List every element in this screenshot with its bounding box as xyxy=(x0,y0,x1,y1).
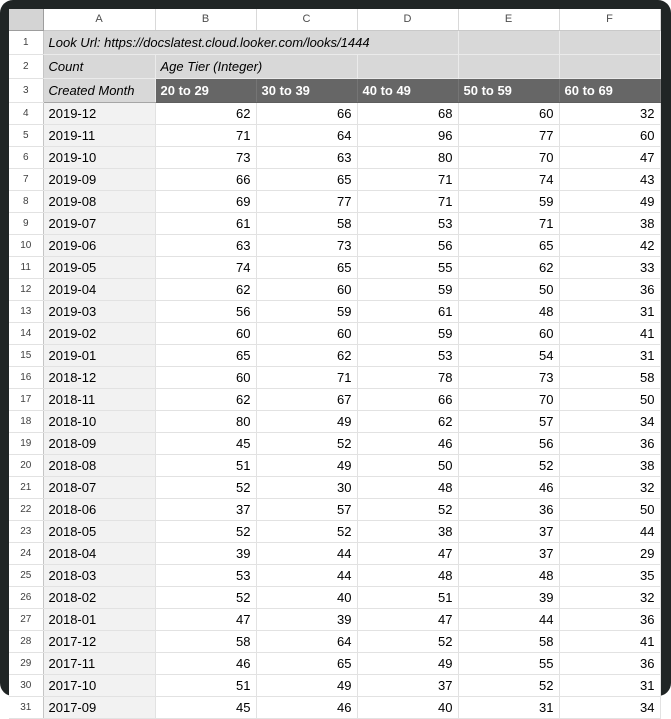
cell-E10[interactable]: 65 xyxy=(458,235,559,257)
cell-C30[interactable]: 49 xyxy=(256,675,357,697)
cell-C17[interactable]: 67 xyxy=(256,389,357,411)
cell-C28[interactable]: 64 xyxy=(256,631,357,653)
cell-B3-age-tier-20-29[interactable]: 20 to 29 xyxy=(155,79,256,103)
cell-A10-month[interactable]: 2019-06 xyxy=(43,235,155,257)
row-number-15[interactable]: 15 xyxy=(9,345,43,367)
cell-B13[interactable]: 56 xyxy=(155,301,256,323)
column-header-row xyxy=(9,9,660,31)
row-number-9[interactable]: 9 xyxy=(9,213,43,235)
cell-C5[interactable]: 64 xyxy=(256,125,357,147)
cell-B29[interactable]: 46 xyxy=(155,653,256,675)
cell-B16[interactable]: 60 xyxy=(155,367,256,389)
row-number-7[interactable]: 7 xyxy=(9,169,43,191)
cell-D21[interactable]: 48 xyxy=(357,477,458,499)
cell-A27-month[interactable]: 2018-01 xyxy=(43,609,155,631)
cell-D31[interactable]: 40 xyxy=(357,697,458,719)
cell-E5[interactable]: 77 xyxy=(458,125,559,147)
row-number-16[interactable]: 16 xyxy=(9,367,43,389)
table-row xyxy=(9,213,660,235)
cell-E31[interactable]: 31 xyxy=(458,697,559,719)
cell-E26[interactable]: 39 xyxy=(458,587,559,609)
row-number-21[interactable]: 21 xyxy=(9,477,43,499)
cell-F9[interactable]: 38 xyxy=(559,213,660,235)
cell-E7[interactable]: 74 xyxy=(458,169,559,191)
cell-A7-month[interactable]: 2019-09 xyxy=(43,169,155,191)
column-header-C[interactable]: C xyxy=(256,9,357,31)
row-number-14[interactable]: 14 xyxy=(9,323,43,345)
cell-D28[interactable]: 52 xyxy=(357,631,458,653)
cell-C15[interactable]: 62 xyxy=(256,345,357,367)
info-row xyxy=(9,31,660,55)
cell-D17[interactable]: 66 xyxy=(357,389,458,411)
table-row xyxy=(9,631,660,653)
cell-A14-month[interactable]: 2019-02 xyxy=(43,323,155,345)
table-row xyxy=(9,521,660,543)
cell-E2[interactable] xyxy=(458,55,559,79)
row-number-22[interactable]: 22 xyxy=(9,499,43,521)
cell-A5-month[interactable]: 2019-11 xyxy=(43,125,155,147)
cell-E23[interactable]: 37 xyxy=(458,521,559,543)
table-row xyxy=(9,125,660,147)
cell-F6[interactable]: 47 xyxy=(559,147,660,169)
cell-D9[interactable]: 53 xyxy=(357,213,458,235)
table-row xyxy=(9,499,660,521)
cell-A26-month[interactable]: 2018-02 xyxy=(43,587,155,609)
cell-F13[interactable]: 31 xyxy=(559,301,660,323)
cell-A17-month[interactable]: 2018-11 xyxy=(43,389,155,411)
cell-B18[interactable]: 80 xyxy=(155,411,256,433)
cell-D2[interactable] xyxy=(357,55,458,79)
row-number-25[interactable]: 25 xyxy=(9,565,43,587)
cell-F28[interactable]: 41 xyxy=(559,631,660,653)
cell-D30[interactable]: 37 xyxy=(357,675,458,697)
table-row xyxy=(9,257,660,279)
cell-B11[interactable]: 74 xyxy=(155,257,256,279)
cell-C31[interactable]: 46 xyxy=(256,697,357,719)
cell-B21[interactable]: 52 xyxy=(155,477,256,499)
cell-A19-month[interactable]: 2018-09 xyxy=(43,433,155,455)
cell-A25-month[interactable]: 2018-03 xyxy=(43,565,155,587)
cell-D14[interactable]: 59 xyxy=(357,323,458,345)
row-number-18[interactable]: 18 xyxy=(9,411,43,433)
cell-A8-month[interactable]: 2019-08 xyxy=(43,191,155,213)
cell-F15[interactable]: 31 xyxy=(559,345,660,367)
row-number-5[interactable]: 5 xyxy=(9,125,43,147)
cell-F29[interactable]: 36 xyxy=(559,653,660,675)
cell-F5[interactable]: 60 xyxy=(559,125,660,147)
cell-C7[interactable]: 65 xyxy=(256,169,357,191)
cell-D18[interactable]: 62 xyxy=(357,411,458,433)
cell-C20[interactable]: 49 xyxy=(256,455,357,477)
row-number-23[interactable]: 23 xyxy=(9,521,43,543)
cell-C11[interactable]: 65 xyxy=(256,257,357,279)
cell-E12[interactable]: 50 xyxy=(458,279,559,301)
cell-A16-month[interactable]: 2018-12 xyxy=(43,367,155,389)
cell-D22[interactable]: 52 xyxy=(357,499,458,521)
table-row xyxy=(9,301,660,323)
cell-E3-age-tier-50-59[interactable]: 50 to 59 xyxy=(458,79,559,103)
cell-D4[interactable]: 68 xyxy=(357,103,458,125)
row-number-6[interactable]: 6 xyxy=(9,147,43,169)
cell-A20-month[interactable]: 2018-08 xyxy=(43,455,155,477)
row-number-31[interactable]: 31 xyxy=(9,697,43,719)
cell-A21-month[interactable]: 2018-07 xyxy=(43,477,155,499)
cell-B19[interactable]: 45 xyxy=(155,433,256,455)
table-row xyxy=(9,191,660,213)
cell-F1[interactable] xyxy=(559,31,660,55)
table-row xyxy=(9,587,660,609)
column-header-A[interactable]: A xyxy=(43,9,155,31)
table-row xyxy=(9,411,660,433)
table-row xyxy=(9,389,660,411)
cell-C19[interactable]: 52 xyxy=(256,433,357,455)
cell-A24-month[interactable]: 2018-04 xyxy=(43,543,155,565)
cell-B23[interactable]: 52 xyxy=(155,521,256,543)
cell-E17[interactable]: 70 xyxy=(458,389,559,411)
cell-F7[interactable]: 43 xyxy=(559,169,660,191)
row-number-30[interactable]: 30 xyxy=(9,675,43,697)
cell-D13[interactable]: 61 xyxy=(357,301,458,323)
cell-E1[interactable] xyxy=(458,31,559,55)
cell-C18[interactable]: 49 xyxy=(256,411,357,433)
cell-E6[interactable]: 70 xyxy=(458,147,559,169)
cell-C25[interactable]: 44 xyxy=(256,565,357,587)
cell-C10[interactable]: 73 xyxy=(256,235,357,257)
row-number-1[interactable]: 1 xyxy=(9,31,43,55)
cell-B9[interactable]: 61 xyxy=(155,213,256,235)
cell-E28[interactable]: 58 xyxy=(458,631,559,653)
cell-E9[interactable]: 71 xyxy=(458,213,559,235)
cell-C8[interactable]: 77 xyxy=(256,191,357,213)
cell-B17[interactable]: 62 xyxy=(155,389,256,411)
table-row xyxy=(9,455,660,477)
cell-C21[interactable]: 30 xyxy=(256,477,357,499)
row-number-2[interactable]: 2 xyxy=(9,55,43,79)
cell-D27[interactable]: 47 xyxy=(357,609,458,631)
cell-A15-month[interactable]: 2019-01 xyxy=(43,345,155,367)
row-number-4[interactable]: 4 xyxy=(9,103,43,125)
cell-E8[interactable]: 59 xyxy=(458,191,559,213)
cell-C9[interactable]: 58 xyxy=(256,213,357,235)
cell-F24[interactable]: 29 xyxy=(559,543,660,565)
cell-A3-created-month-label[interactable]: Created Month xyxy=(43,79,155,103)
column-header-E[interactable]: E xyxy=(458,9,559,31)
row-number-28[interactable]: 28 xyxy=(9,631,43,653)
table-row xyxy=(9,103,660,125)
cell-F8[interactable]: 49 xyxy=(559,191,660,213)
cell-B7[interactable]: 66 xyxy=(155,169,256,191)
row-number-13[interactable]: 13 xyxy=(9,301,43,323)
cell-A22-month[interactable]: 2018-06 xyxy=(43,499,155,521)
row-number-11[interactable]: 11 xyxy=(9,257,43,279)
cell-E14[interactable]: 60 xyxy=(458,323,559,345)
row-number-8[interactable]: 8 xyxy=(9,191,43,213)
cell-D6[interactable]: 80 xyxy=(357,147,458,169)
cell-C6[interactable]: 63 xyxy=(256,147,357,169)
cell-B25[interactable]: 53 xyxy=(155,565,256,587)
cell-F12[interactable]: 36 xyxy=(559,279,660,301)
cell-E15[interactable]: 54 xyxy=(458,345,559,367)
table-row xyxy=(9,697,660,719)
cell-B30[interactable]: 51 xyxy=(155,675,256,697)
cell-A4-month[interactable]: 2019-12 xyxy=(43,103,155,125)
cell-D20[interactable]: 50 xyxy=(357,455,458,477)
cell-C24[interactable]: 44 xyxy=(256,543,357,565)
cell-A12-month[interactable]: 2019-04 xyxy=(43,279,155,301)
labels-row xyxy=(9,55,660,79)
column-header-B[interactable]: B xyxy=(155,9,256,31)
cell-D24[interactable]: 47 xyxy=(357,543,458,565)
cell-B20[interactable]: 51 xyxy=(155,455,256,477)
cell-F3-age-tier-60-69[interactable]: 60 to 69 xyxy=(559,79,660,103)
cell-E4[interactable]: 60 xyxy=(458,103,559,125)
table-row xyxy=(9,147,660,169)
cell-F22[interactable]: 50 xyxy=(559,499,660,521)
table-row xyxy=(9,235,660,257)
cell-A23-month[interactable]: 2018-05 xyxy=(43,521,155,543)
row-number-17[interactable]: 17 xyxy=(9,389,43,411)
table-row xyxy=(9,367,660,389)
cell-F20[interactable]: 38 xyxy=(559,455,660,477)
cell-B15[interactable]: 65 xyxy=(155,345,256,367)
cell-C22[interactable]: 57 xyxy=(256,499,357,521)
cell-A6-month[interactable]: 2019-10 xyxy=(43,147,155,169)
cell-B24[interactable]: 39 xyxy=(155,543,256,565)
cell-D3-age-tier-40-49[interactable]: 40 to 49 xyxy=(357,79,458,103)
cell-F16[interactable]: 58 xyxy=(559,367,660,389)
cell-F31[interactable]: 34 xyxy=(559,697,660,719)
table-row xyxy=(9,609,660,631)
cell-B26[interactable]: 52 xyxy=(155,587,256,609)
row-number-20[interactable]: 20 xyxy=(9,455,43,477)
row-number-12[interactable]: 12 xyxy=(9,279,43,301)
column-header-D[interactable]: D xyxy=(357,9,458,31)
cell-F4[interactable]: 32 xyxy=(559,103,660,125)
cell-E27[interactable]: 44 xyxy=(458,609,559,631)
cell-C26[interactable]: 40 xyxy=(256,587,357,609)
cell-B6[interactable]: 73 xyxy=(155,147,256,169)
cell-B14[interactable]: 60 xyxy=(155,323,256,345)
cell-E18[interactable]: 57 xyxy=(458,411,559,433)
cell-A9-month[interactable]: 2019-07 xyxy=(43,213,155,235)
cell-B4[interactable]: 62 xyxy=(155,103,256,125)
row-number-10[interactable]: 10 xyxy=(9,235,43,257)
cell-E24[interactable]: 37 xyxy=(458,543,559,565)
cell-B10[interactable]: 63 xyxy=(155,235,256,257)
cell-D8[interactable]: 71 xyxy=(357,191,458,213)
cell-C14[interactable]: 60 xyxy=(256,323,357,345)
cell-E19[interactable]: 56 xyxy=(458,433,559,455)
spreadsheet-table xyxy=(9,9,661,719)
cell-B12[interactable]: 62 xyxy=(155,279,256,301)
cell-D5[interactable]: 96 xyxy=(357,125,458,147)
cell-C12[interactable]: 60 xyxy=(256,279,357,301)
cell-B28[interactable]: 58 xyxy=(155,631,256,653)
cell-B31[interactable]: 45 xyxy=(155,697,256,719)
row-number-29[interactable]: 29 xyxy=(9,653,43,675)
column-header-F[interactable]: F xyxy=(559,9,660,31)
cell-F2[interactable] xyxy=(559,55,660,79)
pivot-header-row xyxy=(9,79,660,103)
cell-D7[interactable]: 71 xyxy=(357,169,458,191)
cell-C4[interactable]: 66 xyxy=(256,103,357,125)
cell-F19[interactable]: 36 xyxy=(559,433,660,455)
cell-F30[interactable]: 31 xyxy=(559,675,660,697)
cell-C3-age-tier-30-39[interactable]: 30 to 39 xyxy=(256,79,357,103)
cell-A1-look-url[interactable]: Look Url: https://docslatest.cloud.looker.com/looks/1444 xyxy=(43,31,458,55)
cell-B27[interactable]: 47 xyxy=(155,609,256,631)
cell-A18-month[interactable]: 2018-10 xyxy=(43,411,155,433)
cell-F23[interactable]: 44 xyxy=(559,521,660,543)
cell-E25[interactable]: 48 xyxy=(458,565,559,587)
cell-F18[interactable]: 34 xyxy=(559,411,660,433)
cell-F21[interactable]: 32 xyxy=(559,477,660,499)
row-number-26[interactable]: 26 xyxy=(9,587,43,609)
cell-D12[interactable]: 59 xyxy=(357,279,458,301)
cell-D25[interactable]: 48 xyxy=(357,565,458,587)
cell-F10[interactable]: 42 xyxy=(559,235,660,257)
cell-F17[interactable]: 50 xyxy=(559,389,660,411)
cell-C13[interactable]: 59 xyxy=(256,301,357,323)
table-row xyxy=(9,675,660,697)
table-row xyxy=(9,169,660,191)
cell-C16[interactable]: 71 xyxy=(256,367,357,389)
table-row xyxy=(9,653,660,675)
cell-E21[interactable]: 46 xyxy=(458,477,559,499)
cell-D26[interactable]: 51 xyxy=(357,587,458,609)
cell-E11[interactable]: 62 xyxy=(458,257,559,279)
cell-C23[interactable]: 52 xyxy=(256,521,357,543)
table-row xyxy=(9,565,660,587)
table-row xyxy=(9,433,660,455)
cell-A13-month[interactable]: 2019-03 xyxy=(43,301,155,323)
cell-D19[interactable]: 46 xyxy=(357,433,458,455)
row-number-27[interactable]: 27 xyxy=(9,609,43,631)
cell-E16[interactable]: 73 xyxy=(458,367,559,389)
sheet-corner-cell[interactable] xyxy=(9,9,43,31)
cell-F25[interactable]: 35 xyxy=(559,565,660,587)
cell-A11-month[interactable]: 2019-05 xyxy=(43,257,155,279)
row-number-24[interactable]: 24 xyxy=(9,543,43,565)
cell-E20[interactable]: 52 xyxy=(458,455,559,477)
cell-E29[interactable]: 55 xyxy=(458,653,559,675)
cell-A30-month[interactable]: 2017-10 xyxy=(43,675,155,697)
cell-F14[interactable]: 41 xyxy=(559,323,660,345)
table-row xyxy=(9,477,660,499)
cell-B8[interactable]: 69 xyxy=(155,191,256,213)
cell-D29[interactable]: 49 xyxy=(357,653,458,675)
cell-A2-count-label[interactable]: Count xyxy=(43,55,155,79)
cell-F11[interactable]: 33 xyxy=(559,257,660,279)
cell-D11[interactable]: 55 xyxy=(357,257,458,279)
cell-A29-month[interactable]: 2017-11 xyxy=(43,653,155,675)
cell-C29[interactable]: 65 xyxy=(256,653,357,675)
cell-D23[interactable]: 38 xyxy=(357,521,458,543)
cell-A28-month[interactable]: 2017-12 xyxy=(43,631,155,653)
cell-F26[interactable]: 32 xyxy=(559,587,660,609)
cell-E22[interactable]: 36 xyxy=(458,499,559,521)
table-row xyxy=(9,543,660,565)
table-row xyxy=(9,345,660,367)
cell-B2-age-tier-label[interactable]: Age Tier (Integer) xyxy=(155,55,357,79)
table-row xyxy=(9,279,660,301)
cell-B22[interactable]: 37 xyxy=(155,499,256,521)
cell-B5[interactable]: 71 xyxy=(155,125,256,147)
cell-F27[interactable]: 36 xyxy=(559,609,660,631)
row-number-3[interactable]: 3 xyxy=(9,79,43,103)
cell-D15[interactable]: 53 xyxy=(357,345,458,367)
row-number-19[interactable]: 19 xyxy=(9,433,43,455)
cell-E30[interactable]: 52 xyxy=(458,675,559,697)
cell-D10[interactable]: 56 xyxy=(357,235,458,257)
cell-D16[interactable]: 78 xyxy=(357,367,458,389)
cell-A31-month[interactable]: 2017-09 xyxy=(43,697,155,719)
cell-C27[interactable]: 39 xyxy=(256,609,357,631)
spreadsheet-grid xyxy=(9,9,661,715)
table-row xyxy=(9,323,660,345)
cell-E13[interactable]: 48 xyxy=(458,301,559,323)
